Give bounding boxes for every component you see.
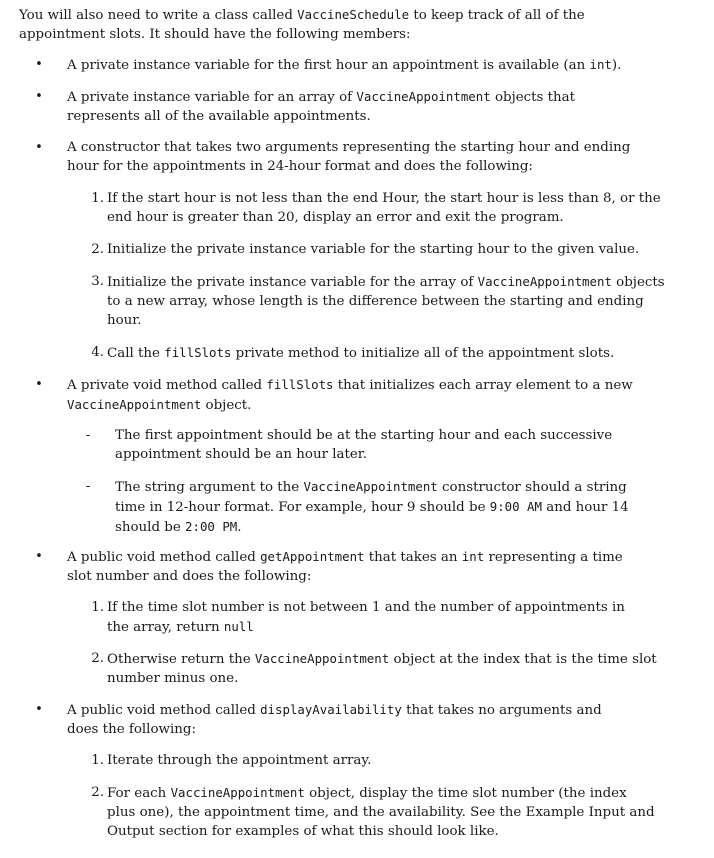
- bullet-5-text: [67, 547, 647, 586]
- list-item-text: If the time slot number is not between 1 and the number of appointments in the array, return: [107, 600, 625, 635]
- list-number: 4.: [91, 345, 104, 360]
- bullet-3-text: [67, 138, 657, 176]
- list-item-text: object at the index that is the time slot number minus one.: [107, 652, 657, 686]
- list-item: [107, 240, 687, 259]
- code-span: 2:00 PM: [185, 519, 238, 534]
- bullet-icon: •: [35, 57, 43, 72]
- class-name-code: VaccineSchedule: [297, 7, 410, 22]
- dash-item: [115, 477, 655, 537]
- code-span: displayAvailability: [260, 702, 402, 717]
- list-number: 1.: [91, 600, 104, 615]
- dash-item-text: constructor should a string time in 12-hour format. For example, hour 9 should be: [115, 480, 627, 515]
- list-item: [107, 189, 667, 227]
- bullet-icon: •: [35, 140, 43, 155]
- list-item-text: objects to a new array, whose length is the difference between the starting and ending hour.: [107, 275, 665, 328]
- intro-text: You will also need to write a class called: [19, 8, 298, 23]
- code-span: VaccineAppointment: [67, 397, 202, 412]
- list-item-text: Otherwise return the: [107, 652, 255, 667]
- list-number: 2.: [91, 242, 104, 257]
- bullet-6-text: [67, 700, 627, 739]
- list-item-text: Initialize the private instance variable for the array of: [107, 275, 478, 290]
- intro-paragraph: [19, 5, 639, 44]
- bullet-icon: •: [35, 549, 43, 564]
- bullet-icon: •: [35, 702, 43, 717]
- code-span: VaccineAppointment: [170, 785, 305, 800]
- list-number: 1.: [91, 753, 104, 768]
- dash-item-text: The first appointment should be at the starting hour and each successive appointment should be an hour later.: [115, 428, 613, 462]
- list-item-text: If the start hour is not less than the end Hour, the start hour is less than 8, or the end hour is greater than 20, display an error and exit the program.: [107, 191, 661, 225]
- bullet-text: objects that represents all of the available appointments.: [67, 90, 576, 124]
- list-item-text: Iterate through the appointment array.: [107, 753, 372, 768]
- list-item-text: object, display the time slot number (the index plus one), the appointment time, and the availability. See the Example Input and Output section for examples of what this should look like.: [107, 786, 655, 839]
- bullet-text: that takes an: [364, 550, 462, 565]
- bullet-text: ).: [611, 58, 622, 73]
- bullet-icon: •: [35, 377, 43, 392]
- code-span: fillSlots: [266, 377, 334, 392]
- code-span: VaccineAppointment: [303, 479, 438, 494]
- code-span: getAppointment: [260, 549, 365, 564]
- bullet-text: that initializes each array element to a new: [333, 378, 633, 393]
- list-number: 2.: [91, 651, 104, 666]
- list-item: [107, 783, 657, 841]
- dash-item-text: The string argument to the: [115, 480, 304, 495]
- code-span: int: [589, 57, 612, 72]
- list-item: [107, 343, 687, 363]
- dash-item-text: and hour 14 should be: [115, 500, 629, 535]
- code-span: VaccineAppointment: [356, 89, 491, 104]
- list-item-text: Call the: [107, 346, 165, 361]
- code-span: null: [223, 619, 254, 634]
- list-number: 3.: [91, 274, 104, 289]
- bullet-text: A public void method called: [67, 550, 261, 565]
- bullet-text: A private void method called: [67, 378, 267, 393]
- bullet-text: A constructor that takes two arguments representing the starting hour and ending hour for the appointments in 24-hour format and does the following:: [67, 140, 631, 174]
- bullet-text: A private instance variable for the first hour an appointment is available (an: [67, 58, 590, 73]
- dash-item-text: .: [237, 520, 242, 535]
- list-number: 2.: [91, 785, 104, 800]
- list-item: [107, 649, 657, 688]
- code-span: 9:00 AM: [489, 499, 542, 514]
- list-item: [107, 272, 667, 330]
- dash-icon: -: [85, 479, 91, 494]
- bullet-1-text: [67, 55, 667, 75]
- list-number: 1.: [91, 191, 104, 206]
- code-span: VaccineAppointment: [477, 274, 612, 289]
- code-span: fillSlots: [164, 345, 232, 360]
- list-item-text: For each: [107, 786, 171, 801]
- dash-item: [115, 426, 645, 464]
- bullet-text: A public void method called: [67, 703, 261, 718]
- bullet-text: that takes no arguments and does the following:: [67, 703, 602, 737]
- list-item-text: Initialize the private instance variable for the starting hour to the given value.: [107, 242, 640, 257]
- code-span: int: [461, 549, 485, 564]
- dash-icon: -: [85, 428, 91, 443]
- bullet-text: representing a time slot number and does the following:: [67, 550, 623, 584]
- bullet-4-text: [67, 375, 667, 415]
- list-item: [107, 598, 647, 637]
- list-item: [107, 751, 667, 770]
- bullet-text: object.: [201, 398, 252, 413]
- intro-text-2: to keep track of all of the appointment slots. It should have the following members:: [19, 8, 585, 42]
- bullet-2-text: [67, 87, 627, 126]
- bullet-icon: •: [35, 89, 43, 104]
- code-span: VaccineAppointment: [254, 651, 390, 666]
- list-item-text: private method to initialize all of the appointment slots.: [231, 346, 615, 361]
- bullet-text: A private instance variable for an array of: [67, 90, 357, 105]
